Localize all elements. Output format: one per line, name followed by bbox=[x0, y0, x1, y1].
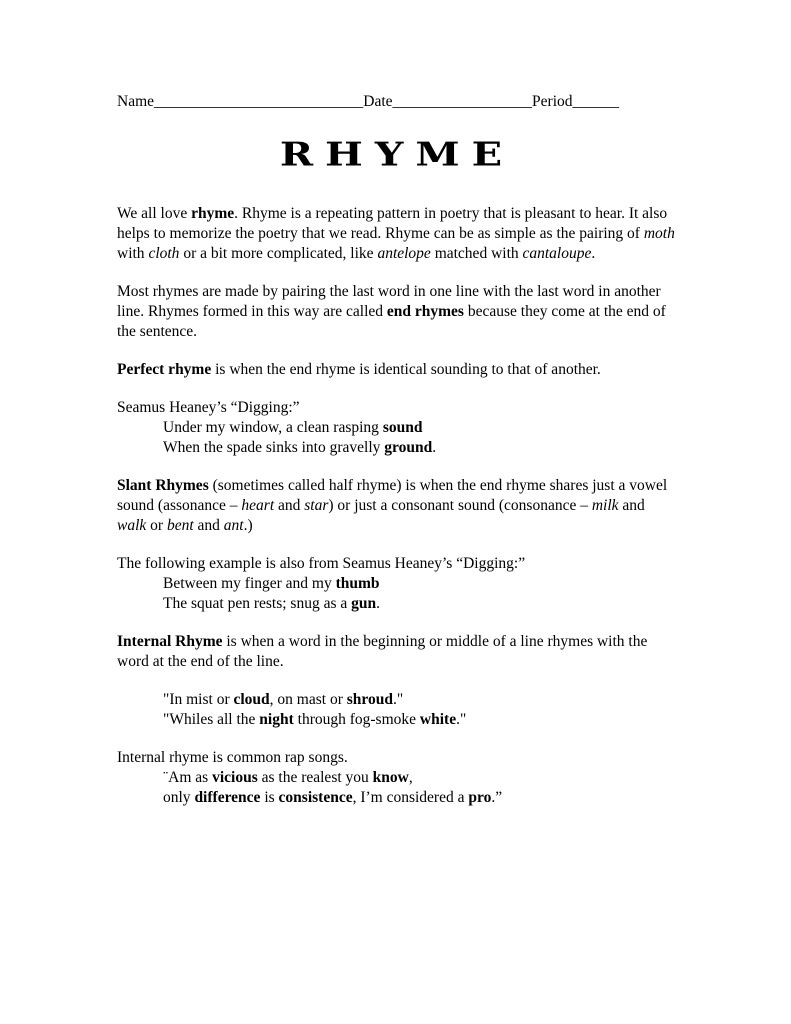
student-info-line bbox=[117, 92, 677, 112]
rap-example bbox=[117, 748, 677, 808]
poem-line: Under my window, a clean rasping sound bbox=[163, 419, 423, 436]
period-blank: ______ bbox=[572, 93, 619, 110]
lyric-line: only difference is consistence, I’m considered a pro.” bbox=[163, 789, 503, 806]
name-label: Name bbox=[117, 93, 155, 110]
heaney-example-1 bbox=[117, 398, 677, 458]
poem-line: The squat pen rests; snug as a gun. bbox=[163, 595, 380, 612]
heaney-example-2 bbox=[117, 554, 677, 614]
example-intro: Seamus Heaney’s “Digging:” bbox=[117, 399, 300, 416]
internal-rhyme-paragraph: Internal Rhyme is when a word in the beginning or middle of a line rhymes with the word at the end of the line. bbox=[117, 633, 648, 670]
page-title: RHYME bbox=[279, 135, 515, 174]
worksheet bbox=[117, 92, 677, 808]
poem-line: "In mist or cloud, on mast or shroud." bbox=[163, 691, 404, 708]
internal-rhyme-example bbox=[117, 690, 677, 730]
period-label: Period bbox=[532, 93, 573, 110]
intro-paragraph: We all love rhyme. Rhyme is a repeating pattern in poetry that is pleasant to hear. It also helps to memorize the poetry that we read. Rhyme can be as simple as the pairing of moth with cloth or a bit more complicated, like antelope matched with cantaloupe. bbox=[117, 205, 675, 262]
name-blank: ___________________________ bbox=[154, 93, 364, 110]
example-intro: Internal rhyme is common rap songs. bbox=[117, 749, 348, 766]
example-intro: The following example is also from Seamus Heaney’s “Digging:” bbox=[117, 555, 526, 572]
poem-line: Between my finger and my thumb bbox=[163, 575, 380, 592]
poem-line: When the spade sinks into gravelly ground. bbox=[163, 439, 437, 456]
lyric-line: ¨Am as vicious as the realest you know, bbox=[163, 769, 413, 786]
poem-line: "Whiles all the night through fog-smoke white." bbox=[163, 711, 467, 728]
date-label: Date bbox=[363, 93, 393, 110]
end-rhymes-paragraph: Most rhymes are made by pairing the last word in one line with the last word in another line. Rhymes formed in this way are called end rhymes because they come at the end of the sentence. bbox=[117, 283, 666, 340]
perfect-rhyme-paragraph: Perfect rhyme is when the end rhyme is identical sounding to that of another. bbox=[117, 361, 601, 378]
slant-rhyme-paragraph: Slant Rhymes (sometimes called half rhyme) is when the end rhyme shares just a vowel sound (assonance – heart and star) or just a consonant sound (consonance – milk and walk or bent and ant.) bbox=[117, 477, 668, 534]
date-blank: __________________ bbox=[392, 93, 533, 110]
